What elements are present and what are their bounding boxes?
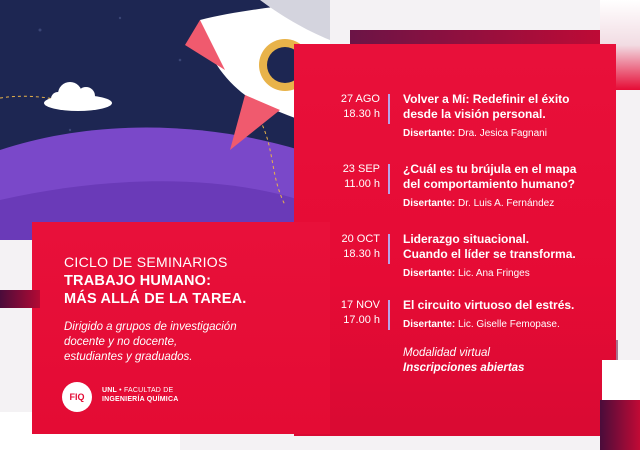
logo-unl: UNL (102, 387, 117, 394)
page-title (64, 272, 246, 308)
event-date: 27 AGO (340, 93, 380, 105)
event-details (403, 162, 613, 210)
event-datetime (294, 162, 380, 192)
speaker-name: Lic. Giselle Femopase. (458, 319, 560, 330)
registration-line: Inscripciones abiertas (403, 362, 525, 374)
event-divider (388, 300, 390, 330)
event-time: 18.30 h (343, 108, 380, 120)
title-card (32, 222, 330, 434)
event-divider (388, 94, 390, 124)
event-speaker (403, 318, 613, 331)
event-date: 17 NOV (340, 299, 380, 311)
event-speaker (403, 197, 613, 210)
event-date: 23 SEP (342, 163, 380, 175)
modality-info (403, 346, 524, 376)
event-title-line1: ¿Cuál es tu brújula en el mapa (403, 162, 577, 176)
audience-line2: docente y no docente, (64, 336, 178, 348)
faculty-logo-text (102, 386, 178, 404)
event-speaker (403, 267, 613, 280)
audience-line1: Dirigido a grupos de investigación (64, 321, 237, 333)
event-details (403, 298, 613, 331)
audience-line3: estudiantes y graduados. (64, 351, 193, 363)
decorative-ribbon-bottom-right (600, 400, 640, 450)
title-line2: MÁS ALLÁ DE LA TAREA. (64, 291, 247, 307)
event-title-line1: Volver a Mí: Redefinir el éxito (403, 92, 570, 106)
event-details (403, 92, 613, 140)
event-time: 18.30 h (343, 248, 380, 260)
cycle-label: CICLO DE SEMINARIOS (64, 254, 228, 270)
speaker-name: Dr. Luis A. Fernández (458, 198, 555, 209)
logo-faculty-name: INGENIERÍA QUÍMICA (102, 396, 179, 403)
event-time: 17.00 h (343, 314, 380, 326)
event-title-line2: Cuando el líder se transforma. (403, 247, 576, 261)
modality-line: Modalidad virtual (403, 347, 490, 359)
title-line1: TRABAJO HUMANO: (64, 273, 212, 289)
event-speaker (403, 127, 613, 140)
event-title-line1: El circuito virtuoso del estrés. (403, 298, 575, 312)
speaker-label: Disertante: (403, 198, 456, 209)
event-title-line2: del comportamiento humano? (403, 177, 576, 191)
speaker-label: Disertante: (403, 268, 456, 279)
event-title-line1: Liderazgo situacional. (403, 232, 530, 246)
event-title-line2: desde la visión personal. (403, 107, 546, 121)
logo-faculty: • FACULTAD DE (117, 387, 174, 394)
event-divider (388, 164, 390, 194)
event-divider (388, 234, 390, 264)
speaker-label: Disertante: (403, 319, 456, 330)
fiq-logo-badge: FIQ (62, 382, 92, 412)
speaker-name: Dra. Jesica Fagnani (458, 128, 547, 139)
audience-text (64, 320, 264, 365)
rocket-illustration (0, 0, 330, 240)
event-time: 11.00 h (344, 178, 380, 190)
event-details (403, 232, 613, 280)
schedule-panel (294, 44, 616, 436)
event-date: 20 OCT (341, 233, 380, 245)
decorative-ribbon-left (0, 290, 40, 308)
event-datetime (294, 92, 380, 122)
speaker-label: Disertante: (403, 128, 456, 139)
speaker-name: Lic. Ana Fringes (458, 268, 530, 279)
